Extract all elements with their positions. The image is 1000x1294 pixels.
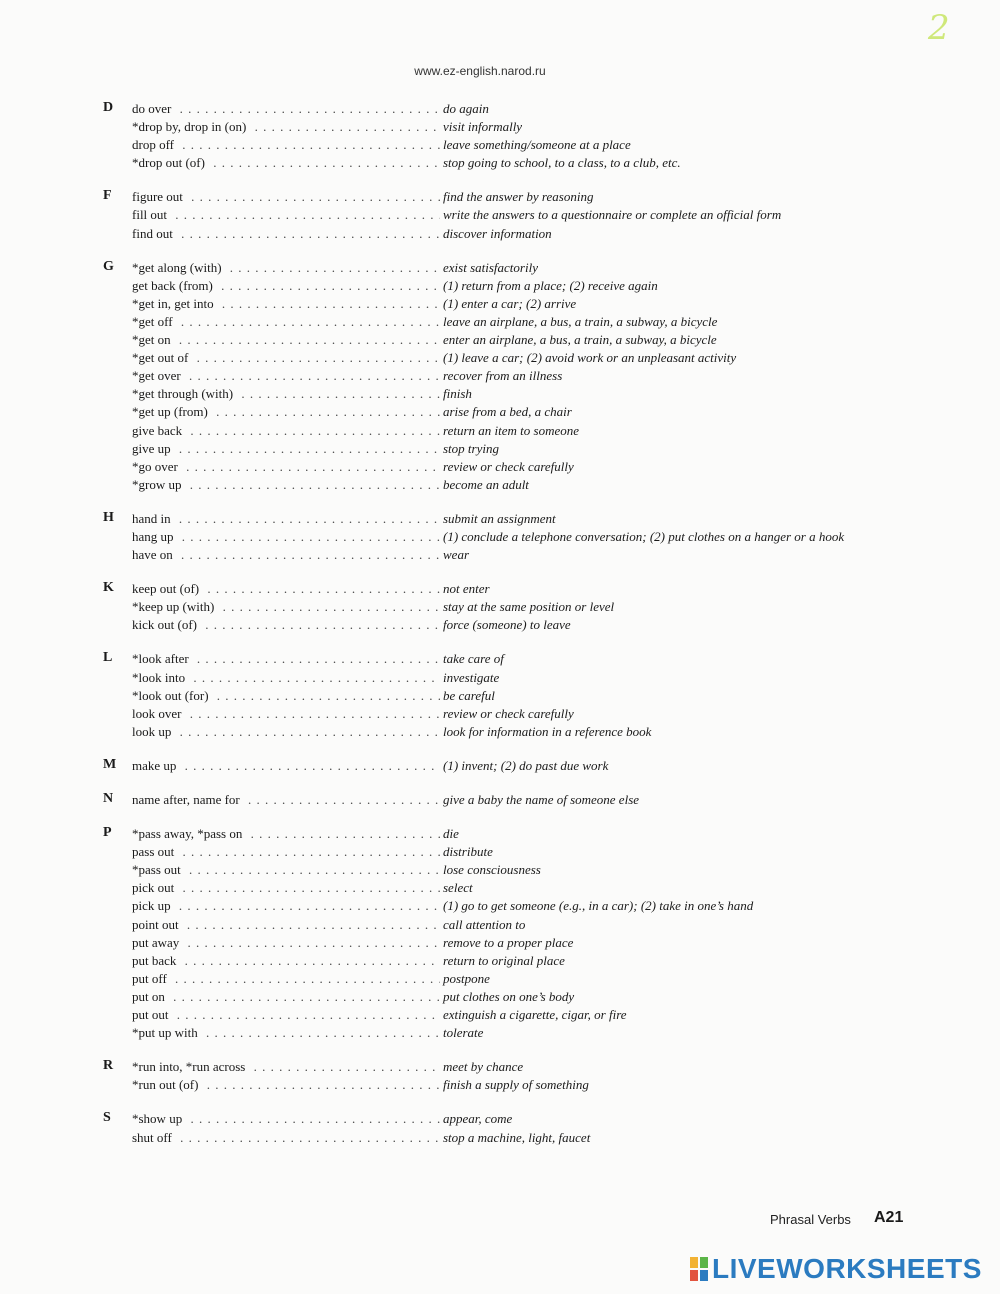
entry-row: [0, 385, 1000, 403]
entry-row: [0, 225, 1000, 243]
entry-term-text: put on: [132, 989, 169, 1004]
letter-group: [0, 580, 1000, 634]
entry-term: [132, 367, 440, 385]
entry-definition: submit an assignment: [443, 510, 556, 526]
letter-group: [0, 757, 1000, 775]
entry-term: [132, 791, 440, 809]
entry-row: [0, 349, 1000, 367]
entry-term: [132, 510, 440, 528]
entry-term-text: *look into: [132, 670, 189, 685]
entry-term: [132, 385, 440, 403]
footer-title: Phrasal Verbs: [770, 1212, 851, 1227]
entry-row: [0, 580, 1000, 598]
group-letter: L: [103, 650, 113, 666]
entry-definition: not enter: [443, 581, 490, 597]
group-letter: M: [103, 756, 117, 772]
entry-term: [132, 970, 440, 988]
entry-term: [132, 440, 440, 458]
entry-row: [0, 367, 1000, 385]
entry-term-text: *keep up (with): [132, 599, 218, 614]
entry-term: [132, 1058, 440, 1076]
group-letter: D: [103, 100, 114, 115]
entry-term: [132, 1129, 440, 1147]
entry-row: [0, 510, 1000, 528]
entry-row: [0, 843, 1000, 861]
entry-term-text: hand in: [132, 511, 175, 526]
entry-term-text: name after, name for: [132, 792, 244, 807]
entry-definition: remove to a proper place: [443, 934, 574, 950]
entry-term: [132, 546, 440, 564]
entry-term-text: *get in, get into: [132, 296, 218, 311]
entry-term-text: pick out: [132, 880, 178, 895]
entry-row: [0, 916, 1000, 934]
entry-row: [0, 1076, 1000, 1094]
entry-row: [0, 687, 1000, 705]
entry-term: [132, 916, 440, 934]
group-letter: S: [103, 1110, 111, 1126]
entry-term: [132, 154, 440, 172]
entry-definition: return to original place: [443, 952, 565, 968]
entry-term-text: point out: [132, 917, 183, 932]
entry-definition: write the answers to a questionnaire or complete an official form: [443, 207, 782, 223]
entry-definition: become an adult: [443, 476, 529, 492]
entry-term: [132, 934, 440, 952]
entry-row: [0, 861, 1000, 879]
entry-term: [132, 616, 440, 634]
entry-term: [132, 403, 440, 421]
entry-definition: select: [443, 880, 473, 896]
entry-term-text: do over: [132, 101, 175, 116]
entry-term-text: *run out (of): [132, 1077, 202, 1092]
entry-term-text: *grow up: [132, 477, 185, 492]
entry-row: [0, 458, 1000, 476]
entry-row: [0, 988, 1000, 1006]
group-letter: H: [103, 509, 114, 525]
entry-term: [132, 277, 440, 295]
entry-term: [132, 313, 440, 331]
entry-term: [132, 988, 440, 1006]
entry-term: [132, 458, 440, 476]
entry-term: [132, 757, 440, 775]
entry-definition: postpone: [443, 970, 490, 986]
group-letter: F: [103, 188, 112, 204]
entry-row: [0, 825, 1000, 843]
entry-row: [0, 705, 1000, 723]
entry-row: [0, 259, 1000, 277]
liveworksheets-logo-icon: [690, 1257, 708, 1281]
entry-term: [132, 349, 440, 367]
entry-term-text: *look after: [132, 651, 193, 666]
entry-term: [132, 225, 440, 243]
footer-page-number: A21: [874, 1209, 904, 1226]
entry-row: [0, 757, 1000, 775]
entry-row: [0, 934, 1000, 952]
entry-term-text: look over: [132, 706, 185, 721]
entry-term-text: keep out (of): [132, 581, 203, 596]
entry-row: [0, 206, 1000, 224]
entry-term: [132, 1024, 440, 1042]
letter-group: [0, 1058, 1000, 1094]
letter-group: [0, 825, 1000, 1042]
site-url-header: www.ez-english.narod.ru: [414, 64, 546, 78]
group-letter: R: [103, 1058, 114, 1074]
entry-definition: return an item to someone: [443, 422, 579, 438]
entry-term: [132, 879, 440, 897]
group-letter: K: [103, 580, 114, 596]
entry-definition: finish a supply of something: [443, 1077, 589, 1093]
group-letter: P: [103, 825, 112, 841]
entry-row: [0, 154, 1000, 172]
entry-row: [0, 1110, 1000, 1128]
entry-term-text: *get out of: [132, 350, 192, 365]
entry-term-text: *get through (with): [132, 386, 237, 401]
entry-definition: (1) go to get someone (e.g., in a car); (2) take in one’s hand: [443, 898, 754, 914]
entry-row: [0, 440, 1000, 458]
entry-term: [132, 100, 440, 118]
entry-definition: wear: [443, 547, 469, 563]
entry-term: [132, 331, 440, 349]
entry-term: [132, 1006, 440, 1024]
entry-term-text: pass out: [132, 844, 178, 859]
entry-term: [132, 669, 440, 687]
entry-term-text: *get up (from): [132, 404, 212, 419]
entry-term-text: make up: [132, 758, 180, 773]
entry-definition: visit informally: [443, 119, 523, 135]
letter-group: [0, 650, 1000, 740]
entry-term: [132, 118, 440, 136]
entry-term-text: look up: [132, 724, 175, 739]
letter-group: [0, 791, 1000, 809]
entry-row: [0, 422, 1000, 440]
entry-term: [132, 1076, 440, 1094]
entry-definition: stop going to school, to a class, to a club, etc.: [443, 155, 681, 171]
entry-definition: look for information in a reference book: [443, 723, 652, 739]
entry-definition: review or check carefully: [443, 458, 574, 474]
entry-row: [0, 1024, 1000, 1042]
entry-term-text: drop off: [132, 137, 178, 152]
entry-term-text: put away: [132, 935, 183, 950]
entry-term-text: *get off: [132, 314, 177, 329]
group-letter: G: [103, 258, 114, 274]
letter-group: [0, 1110, 1000, 1146]
entry-term-text: *get on: [132, 332, 175, 347]
entry-definition: die: [443, 826, 459, 842]
entry-row: [0, 476, 1000, 494]
entry-term-text: *go over: [132, 459, 182, 474]
entry-row: [0, 791, 1000, 809]
entry-term: [132, 861, 440, 879]
entry-definition: tolerate: [443, 1025, 484, 1041]
entry-row: [0, 1058, 1000, 1076]
letter-group: [0, 259, 1000, 494]
entry-definition: lose consciousness: [443, 862, 541, 878]
entry-definition: leave something/someone at a place: [443, 137, 631, 153]
entry-term: [132, 476, 440, 494]
entry-row: [0, 970, 1000, 988]
phrasal-verb-list: [0, 100, 1000, 1163]
entry-definition: (1) enter a car; (2) arrive: [443, 295, 577, 311]
entry-term-text: have on: [132, 547, 177, 562]
entry-row: [0, 1129, 1000, 1147]
entry-term-text: pick up: [132, 898, 175, 913]
entry-row: [0, 331, 1000, 349]
entry-definition: be careful: [443, 687, 495, 703]
entry-definition: call attention to: [443, 916, 526, 932]
entry-term-text: *show up: [132, 1111, 186, 1126]
entry-definition: appear, come: [443, 1111, 513, 1127]
entry-row: [0, 669, 1000, 687]
entry-definition: recover from an illness: [443, 368, 563, 384]
entry-term-text: get back (from): [132, 278, 217, 293]
entry-row: [0, 403, 1000, 421]
entry-definition: (1) return from a place; (2) receive again: [443, 277, 658, 293]
entry-definition: review or check carefully: [443, 705, 574, 721]
entry-term-text: figure out: [132, 189, 187, 204]
entry-row: [0, 295, 1000, 313]
entry-row: [0, 136, 1000, 154]
entry-term-text: put off: [132, 971, 171, 986]
entry-term: [132, 1110, 440, 1128]
entry-term-text: *pass out: [132, 862, 185, 877]
entry-definition: leave an airplane, a bus, a train, a subway, a bicycle: [443, 313, 718, 329]
entry-term: [132, 705, 440, 723]
entry-term: [132, 598, 440, 616]
entry-definition: force (someone) to leave: [443, 617, 571, 633]
entry-row: [0, 952, 1000, 970]
entry-term: [132, 259, 440, 277]
entry-term-text: hang up: [132, 529, 178, 544]
entry-term: [132, 687, 440, 705]
entry-term: [132, 723, 440, 741]
entry-term-text: give up: [132, 441, 175, 456]
entry-term-text: put back: [132, 953, 180, 968]
entry-row: [0, 1006, 1000, 1024]
entry-definition: investigate: [443, 669, 500, 685]
entry-term-text: kick out (of): [132, 617, 201, 632]
entry-term: [132, 825, 440, 843]
entry-definition: (1) invent; (2) do past due work: [443, 757, 609, 773]
entry-term: [132, 843, 440, 861]
entry-term-text: shut off: [132, 1130, 176, 1145]
entry-row: [0, 118, 1000, 136]
entry-row: [0, 188, 1000, 206]
entry-row: [0, 650, 1000, 668]
entry-row: [0, 723, 1000, 741]
entry-definition: take care of: [443, 651, 504, 667]
entry-term-text: put out: [132, 1007, 172, 1022]
entry-definition: do again: [443, 101, 489, 116]
entry-term: [132, 206, 440, 224]
entry-term-text: give back: [132, 423, 186, 438]
letter-group: [0, 100, 1000, 172]
entry-term: [132, 952, 440, 970]
entry-term-text: *get along (with): [132, 260, 226, 275]
entry-term-text: *look out (for): [132, 688, 213, 703]
entry-row: [0, 598, 1000, 616]
entry-row: [0, 546, 1000, 564]
entry-definition: distribute: [443, 844, 493, 860]
entry-row: [0, 879, 1000, 897]
entry-term: [132, 580, 440, 598]
entry-term: [132, 650, 440, 668]
entry-definition: (1) conclude a telephone conversation; (2) put clothes on a hanger or a hook: [443, 528, 845, 544]
entry-term-text: *drop out (of): [132, 155, 209, 170]
entry-row: [0, 100, 1000, 118]
liveworksheets-brand[interactable]: [690, 1253, 982, 1285]
entry-term: [132, 422, 440, 440]
entry-definition: discover information: [443, 225, 552, 241]
entry-definition: stay at the same position or level: [443, 599, 615, 615]
entry-term: [132, 295, 440, 313]
entry-definition: find the answer by reasoning: [443, 189, 594, 205]
entry-definition: put clothes on one’s body: [443, 988, 575, 1004]
brand-name: LIVEWORKSHEETS: [712, 1253, 982, 1284]
entry-row: [0, 528, 1000, 546]
entry-row: [0, 897, 1000, 915]
entry-definition: stop trying: [443, 440, 499, 456]
entry-term: [132, 897, 440, 915]
entry-term-text: *put up with: [132, 1025, 202, 1040]
entry-definition: stop a machine, light, faucet: [443, 1129, 591, 1145]
entry-definition: extinguish a cigarette, cigar, or fire: [443, 1007, 627, 1023]
entry-term-text: fill out: [132, 207, 171, 222]
entry-row: [0, 313, 1000, 331]
letter-group: [0, 188, 1000, 242]
letter-group: [0, 510, 1000, 564]
entry-term-text: *get over: [132, 368, 185, 383]
entry-row: [0, 277, 1000, 295]
entry-term: [132, 188, 440, 206]
entry-term-text: *drop by, drop in (on): [132, 119, 250, 134]
entry-definition: give a baby the name of someone else: [443, 792, 640, 807]
handwritten-page-mark: 2: [928, 8, 950, 48]
entry-term-text: find out: [132, 226, 177, 241]
entry-term-text: *run into, *run across: [132, 1059, 249, 1074]
entry-row: [0, 616, 1000, 634]
entry-definition: enter an airplane, a bus, a train, a subway, a bicycle: [443, 332, 717, 348]
entry-definition: meet by chance: [443, 1059, 524, 1075]
entry-definition: finish: [443, 386, 472, 402]
entry-term-text: *pass away, *pass on: [132, 826, 246, 841]
entry-term: [132, 136, 440, 154]
entry-definition: (1) leave a car; (2) avoid work or an unpleasant activity: [443, 350, 737, 366]
entry-definition: exist satisfactorily: [443, 259, 538, 275]
group-letter: N: [103, 791, 114, 806]
entry-definition: arise from a bed, a chair: [443, 404, 572, 420]
entry-term: [132, 528, 440, 546]
